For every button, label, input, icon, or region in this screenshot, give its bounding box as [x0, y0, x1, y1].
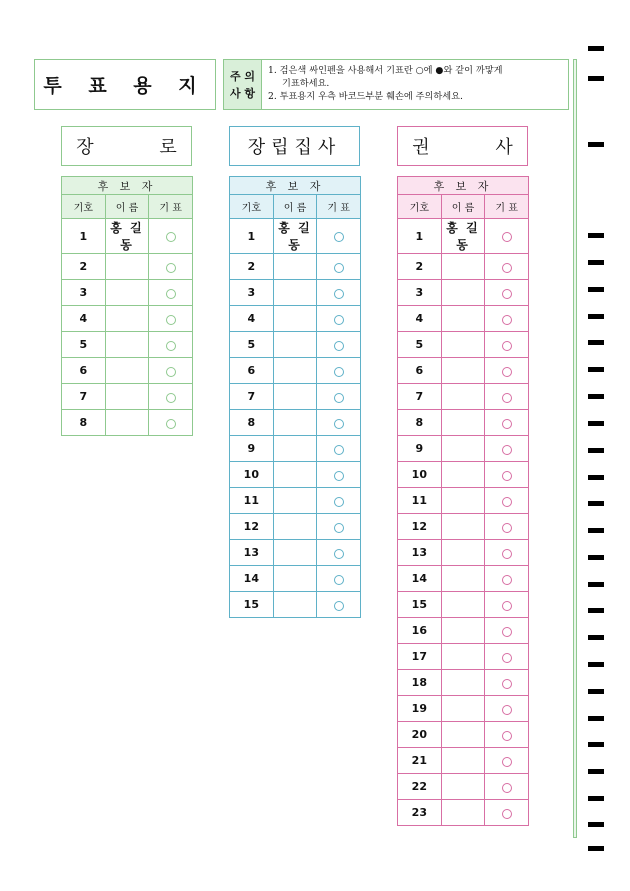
notice-line-1b: 기표하세요.	[282, 78, 330, 89]
candidate-number: 5	[62, 332, 106, 358]
barcode-mark	[588, 822, 604, 827]
candidate-number: 13	[230, 540, 274, 566]
candidate-row	[62, 384, 193, 410]
vote-circle-icon[interactable]	[502, 575, 512, 585]
candidate-row	[398, 280, 529, 306]
candidate-header: 후 보 자	[62, 177, 193, 195]
candidate-name	[273, 254, 317, 280]
notice-label-line1: 주 의	[229, 69, 256, 83]
barcode-mark	[588, 340, 604, 345]
barcode-mark	[588, 46, 604, 51]
vote-circle-icon[interactable]	[334, 232, 344, 242]
vote-circle-icon[interactable]	[166, 393, 176, 403]
candidate-name	[441, 488, 485, 514]
vote-circle-icon[interactable]	[502, 731, 512, 741]
candidate-number: 4	[398, 306, 442, 332]
candidate-row	[398, 488, 529, 514]
candidate-number: 6	[230, 358, 274, 384]
candidate-name: 홍 길 동	[105, 219, 149, 254]
candidate-number: 8	[398, 410, 442, 436]
vote-cell[interactable]	[149, 332, 193, 358]
candidate-row	[230, 358, 361, 384]
candidate-row	[230, 280, 361, 306]
candidate-name	[105, 306, 149, 332]
vote-cell[interactable]	[485, 384, 529, 410]
vote-cell[interactable]	[485, 696, 529, 722]
vote-cell[interactable]	[317, 280, 361, 306]
candidate-number: 10	[230, 462, 274, 488]
vote-cell[interactable]	[317, 410, 361, 436]
candidate-row	[230, 488, 361, 514]
candidate-number: 7	[398, 384, 442, 410]
vote-cell[interactable]	[317, 436, 361, 462]
vote-cell[interactable]	[317, 384, 361, 410]
candidate-number: 17	[398, 644, 442, 670]
candidate-row	[230, 410, 361, 436]
candidate-name	[105, 254, 149, 280]
vote-circle-icon[interactable]	[334, 471, 344, 481]
col-number-header: 기호	[230, 195, 274, 219]
vote-circle-icon[interactable]	[334, 575, 344, 585]
candidate-name	[441, 462, 485, 488]
candidate-number: 6	[62, 358, 106, 384]
candidate-name	[105, 332, 149, 358]
candidate-name	[273, 436, 317, 462]
vote-circle-icon[interactable]	[334, 393, 344, 403]
candidate-name	[441, 410, 485, 436]
candidate-name	[441, 306, 485, 332]
vote-cell[interactable]	[485, 670, 529, 696]
barcode-mark	[588, 287, 604, 292]
vote-cell[interactable]	[317, 540, 361, 566]
candidate-number: 2	[62, 254, 106, 280]
ballot-title: 투 표 용 지	[34, 59, 216, 110]
col-name-header: 이 름	[105, 195, 149, 219]
candidate-row	[398, 436, 529, 462]
candidate-number: 3	[398, 280, 442, 306]
barcode-mark	[588, 742, 604, 747]
candidate-number: 19	[398, 696, 442, 722]
candidate-name	[441, 748, 485, 774]
candidate-row	[230, 592, 361, 618]
candidate-row	[230, 514, 361, 540]
candidate-name	[273, 566, 317, 592]
vote-circle-icon[interactable]	[502, 627, 512, 637]
vote-circle-icon[interactable]	[166, 289, 176, 299]
candidate-number: 5	[230, 332, 274, 358]
candidate-number: 18	[398, 670, 442, 696]
barcode-mark	[588, 662, 604, 667]
barcode-mark	[588, 76, 604, 81]
candidate-number: 13	[398, 540, 442, 566]
candidate-row	[230, 384, 361, 410]
candidate-row	[230, 254, 361, 280]
vote-cell[interactable]	[485, 358, 529, 384]
barcode-mark	[588, 314, 604, 319]
vote-cell[interactable]	[485, 306, 529, 332]
vote-circle-icon[interactable]	[502, 315, 512, 325]
vote-circle-icon[interactable]	[502, 523, 512, 533]
vote-circle-icon[interactable]	[334, 601, 344, 611]
candidate-number: 2	[230, 254, 274, 280]
col-name-header: 이 름	[273, 195, 317, 219]
vote-circle-icon[interactable]	[502, 809, 512, 819]
barcode-mark	[588, 635, 604, 640]
vote-circle-icon[interactable]	[166, 341, 176, 351]
candidate-number: 6	[398, 358, 442, 384]
candidate-number: 22	[398, 774, 442, 800]
candidate-number: 1	[62, 219, 106, 254]
candidate-row	[398, 384, 529, 410]
vote-cell[interactable]	[485, 462, 529, 488]
vote-circle-icon[interactable]	[166, 367, 176, 377]
candidate-name	[441, 800, 485, 826]
candidate-row	[230, 462, 361, 488]
vote-cell[interactable]	[485, 280, 529, 306]
candidate-name	[105, 358, 149, 384]
vote-cell[interactable]	[485, 722, 529, 748]
vote-circle-icon[interactable]	[502, 653, 512, 663]
vote-cell[interactable]	[485, 332, 529, 358]
candidate-name	[441, 618, 485, 644]
candidate-row	[398, 254, 529, 280]
candidate-name	[273, 384, 317, 410]
candidate-name	[441, 670, 485, 696]
vote-cell[interactable]	[317, 219, 361, 254]
candidate-row	[62, 219, 193, 254]
vote-circle-icon[interactable]	[502, 263, 512, 273]
vote-circle-icon[interactable]	[502, 497, 512, 507]
col-vote-header: 기 표	[317, 195, 361, 219]
vote-cell[interactable]	[317, 462, 361, 488]
candidate-row	[398, 800, 529, 826]
candidate-name	[441, 540, 485, 566]
barcode-mark	[588, 394, 604, 399]
vote-cell[interactable]	[149, 254, 193, 280]
candidate-row	[398, 332, 529, 358]
candidate-name	[441, 514, 485, 540]
vote-cell[interactable]	[485, 436, 529, 462]
notice-label	[224, 60, 262, 109]
candidate-row	[62, 332, 193, 358]
candidate-name	[441, 280, 485, 306]
section-title-elder: 장 로	[61, 126, 192, 166]
candidate-row	[230, 540, 361, 566]
vote-cell[interactable]	[149, 358, 193, 384]
vote-circle-icon[interactable]	[502, 419, 512, 429]
vote-cell[interactable]	[485, 514, 529, 540]
candidate-number: 3	[62, 280, 106, 306]
barcode-mark	[588, 846, 604, 851]
col-number-header: 기호	[398, 195, 442, 219]
vote-circle-icon[interactable]	[502, 232, 512, 242]
candidate-row	[230, 219, 361, 254]
vote-cell[interactable]	[317, 332, 361, 358]
candidate-name	[441, 566, 485, 592]
candidate-row	[230, 436, 361, 462]
candidate-header: 후 보 자	[230, 177, 361, 195]
vote-cell[interactable]	[485, 618, 529, 644]
vote-circle-icon[interactable]	[502, 679, 512, 689]
candidate-row	[398, 462, 529, 488]
candidate-name	[441, 696, 485, 722]
candidate-name	[441, 332, 485, 358]
candidate-table-kwonsa	[397, 176, 529, 826]
candidate-number: 10	[398, 462, 442, 488]
candidate-row	[230, 306, 361, 332]
candidate-row	[398, 670, 529, 696]
candidate-name: 홍 길 동	[441, 219, 485, 254]
candidate-row	[398, 514, 529, 540]
vote-circle-icon[interactable]	[334, 419, 344, 429]
candidate-number: 21	[398, 748, 442, 774]
candidate-name	[441, 358, 485, 384]
candidate-name	[441, 436, 485, 462]
vote-cell[interactable]	[485, 254, 529, 280]
candidate-name	[273, 462, 317, 488]
col-vote-header: 기 표	[149, 195, 193, 219]
candidate-name	[105, 410, 149, 436]
vote-circle-icon[interactable]	[166, 419, 176, 429]
vote-cell[interactable]	[149, 410, 193, 436]
candidate-number: 11	[398, 488, 442, 514]
candidate-number: 15	[230, 592, 274, 618]
candidate-number: 4	[230, 306, 274, 332]
barcode-mark	[588, 716, 604, 721]
section-title-kwonsa: 권 사	[397, 126, 528, 166]
barcode-mark	[588, 608, 604, 613]
vote-circle-icon[interactable]	[502, 705, 512, 715]
barcode-mark	[588, 421, 604, 426]
notice-label-line2: 사 항	[229, 86, 256, 100]
vote-circle-icon[interactable]	[166, 263, 176, 273]
candidate-row	[62, 280, 193, 306]
candidate-name	[273, 488, 317, 514]
vote-cell[interactable]	[317, 514, 361, 540]
barcode-mark	[588, 501, 604, 506]
barcode-mark	[588, 769, 604, 774]
candidate-row	[398, 566, 529, 592]
vote-cell[interactable]	[317, 566, 361, 592]
vote-cell[interactable]	[485, 748, 529, 774]
vote-circle-icon[interactable]	[334, 549, 344, 559]
candidate-name	[441, 774, 485, 800]
vote-circle-icon[interactable]	[334, 289, 344, 299]
vote-circle-icon[interactable]	[502, 601, 512, 611]
vote-circle-icon[interactable]	[502, 393, 512, 403]
barcode-mark	[588, 475, 604, 480]
notice-text	[262, 60, 568, 109]
candidate-row	[398, 219, 529, 254]
candidate-row	[398, 644, 529, 670]
candidate-number: 2	[398, 254, 442, 280]
vote-cell[interactable]	[485, 488, 529, 514]
candidate-number: 1	[398, 219, 442, 254]
vote-cell[interactable]	[149, 219, 193, 254]
col-name-header: 이 름	[441, 195, 485, 219]
vote-cell[interactable]	[485, 592, 529, 618]
candidate-number: 8	[62, 410, 106, 436]
candidate-name	[273, 280, 317, 306]
vote-cell[interactable]	[317, 488, 361, 514]
candidate-header: 후 보 자	[398, 177, 529, 195]
candidate-name	[273, 410, 317, 436]
vote-cell[interactable]	[317, 358, 361, 384]
barcode-mark	[588, 142, 604, 147]
candidate-row	[398, 540, 529, 566]
vote-cell[interactable]	[317, 592, 361, 618]
candidate-name	[105, 280, 149, 306]
vote-circle-icon[interactable]	[334, 367, 344, 377]
notice-line-2: 2. 투표용지 우측 바코드부분 훼손에 주의하세요.	[268, 91, 463, 102]
vote-circle-icon[interactable]	[502, 757, 512, 767]
candidate-row	[398, 618, 529, 644]
candidate-number: 15	[398, 592, 442, 618]
candidate-row	[398, 358, 529, 384]
barcode-mark	[588, 555, 604, 560]
vote-circle-icon[interactable]	[166, 232, 176, 242]
candidate-number: 9	[398, 436, 442, 462]
candidate-name	[441, 592, 485, 618]
notice-line-1: 1. 검은색 싸인펜을 사용해서 기표란 ○에 ●와 같이 까맣게	[268, 65, 503, 76]
vote-cell[interactable]	[485, 774, 529, 800]
vote-cell[interactable]	[485, 410, 529, 436]
candidate-name	[441, 254, 485, 280]
barcode-mark	[588, 260, 604, 265]
candidate-name	[273, 306, 317, 332]
vote-circle-icon[interactable]	[502, 341, 512, 351]
vote-circle-icon[interactable]	[502, 445, 512, 455]
vote-cell[interactable]	[485, 566, 529, 592]
vote-circle-icon[interactable]	[502, 289, 512, 299]
vote-circle-icon[interactable]	[334, 341, 344, 351]
candidate-row	[398, 696, 529, 722]
candidate-name	[441, 722, 485, 748]
vote-cell[interactable]	[149, 280, 193, 306]
col-vote-header: 기 표	[485, 195, 529, 219]
candidate-number: 1	[230, 219, 274, 254]
barcode-mark	[588, 448, 604, 453]
vote-circle-icon[interactable]	[334, 263, 344, 273]
vote-circle-icon[interactable]	[166, 315, 176, 325]
candidate-name	[273, 514, 317, 540]
vote-cell[interactable]	[149, 384, 193, 410]
candidate-row	[398, 748, 529, 774]
candidate-number: 9	[230, 436, 274, 462]
candidate-name	[441, 384, 485, 410]
candidate-number: 8	[230, 410, 274, 436]
col-number-header: 기호	[62, 195, 106, 219]
candidate-table-elder	[61, 176, 193, 436]
candidate-row	[398, 592, 529, 618]
candidate-number: 4	[62, 306, 106, 332]
vote-circle-icon[interactable]	[334, 445, 344, 455]
candidate-name	[105, 384, 149, 410]
candidate-name	[273, 592, 317, 618]
candidate-name	[273, 358, 317, 384]
vote-circle-icon[interactable]	[502, 549, 512, 559]
candidate-number: 12	[230, 514, 274, 540]
candidate-number: 12	[398, 514, 442, 540]
vote-cell[interactable]	[485, 644, 529, 670]
candidate-name	[441, 644, 485, 670]
vote-circle-icon[interactable]	[502, 471, 512, 481]
vote-circle-icon[interactable]	[502, 367, 512, 377]
barcode-mark	[588, 689, 604, 694]
candidate-row	[62, 410, 193, 436]
candidate-table-deacon	[229, 176, 361, 618]
candidate-row	[230, 332, 361, 358]
vote-cell[interactable]	[485, 540, 529, 566]
candidate-row	[62, 358, 193, 384]
vote-cell[interactable]	[149, 306, 193, 332]
barcode-strip-border	[573, 59, 577, 838]
candidate-number: 5	[398, 332, 442, 358]
vote-cell[interactable]	[317, 254, 361, 280]
barcode-mark	[588, 367, 604, 372]
barcode-mark	[588, 796, 604, 801]
section-title-deacon: 장립집사	[229, 126, 360, 166]
candidate-row	[398, 774, 529, 800]
candidate-name	[273, 540, 317, 566]
candidate-row	[62, 306, 193, 332]
candidate-row	[398, 410, 529, 436]
vote-cell[interactable]	[485, 219, 529, 254]
vote-cell[interactable]	[485, 800, 529, 826]
vote-circle-icon[interactable]	[334, 497, 344, 507]
barcode-mark	[588, 528, 604, 533]
candidate-number: 23	[398, 800, 442, 826]
candidate-number: 14	[230, 566, 274, 592]
candidate-row	[398, 306, 529, 332]
notice-box	[223, 59, 569, 110]
candidate-number: 16	[398, 618, 442, 644]
vote-circle-icon[interactable]	[502, 783, 512, 793]
candidate-number: 11	[230, 488, 274, 514]
candidate-number: 3	[230, 280, 274, 306]
candidate-row	[62, 254, 193, 280]
barcode-mark	[588, 582, 604, 587]
candidate-number: 7	[62, 384, 106, 410]
candidate-row	[398, 722, 529, 748]
vote-circle-icon[interactable]	[334, 523, 344, 533]
candidate-name: 홍 길 동	[273, 219, 317, 254]
vote-circle-icon[interactable]	[334, 315, 344, 325]
vote-cell[interactable]	[317, 306, 361, 332]
candidate-row	[230, 566, 361, 592]
candidate-number: 7	[230, 384, 274, 410]
candidate-number: 14	[398, 566, 442, 592]
barcode-mark	[588, 233, 604, 238]
candidate-name	[273, 332, 317, 358]
candidate-number: 20	[398, 722, 442, 748]
